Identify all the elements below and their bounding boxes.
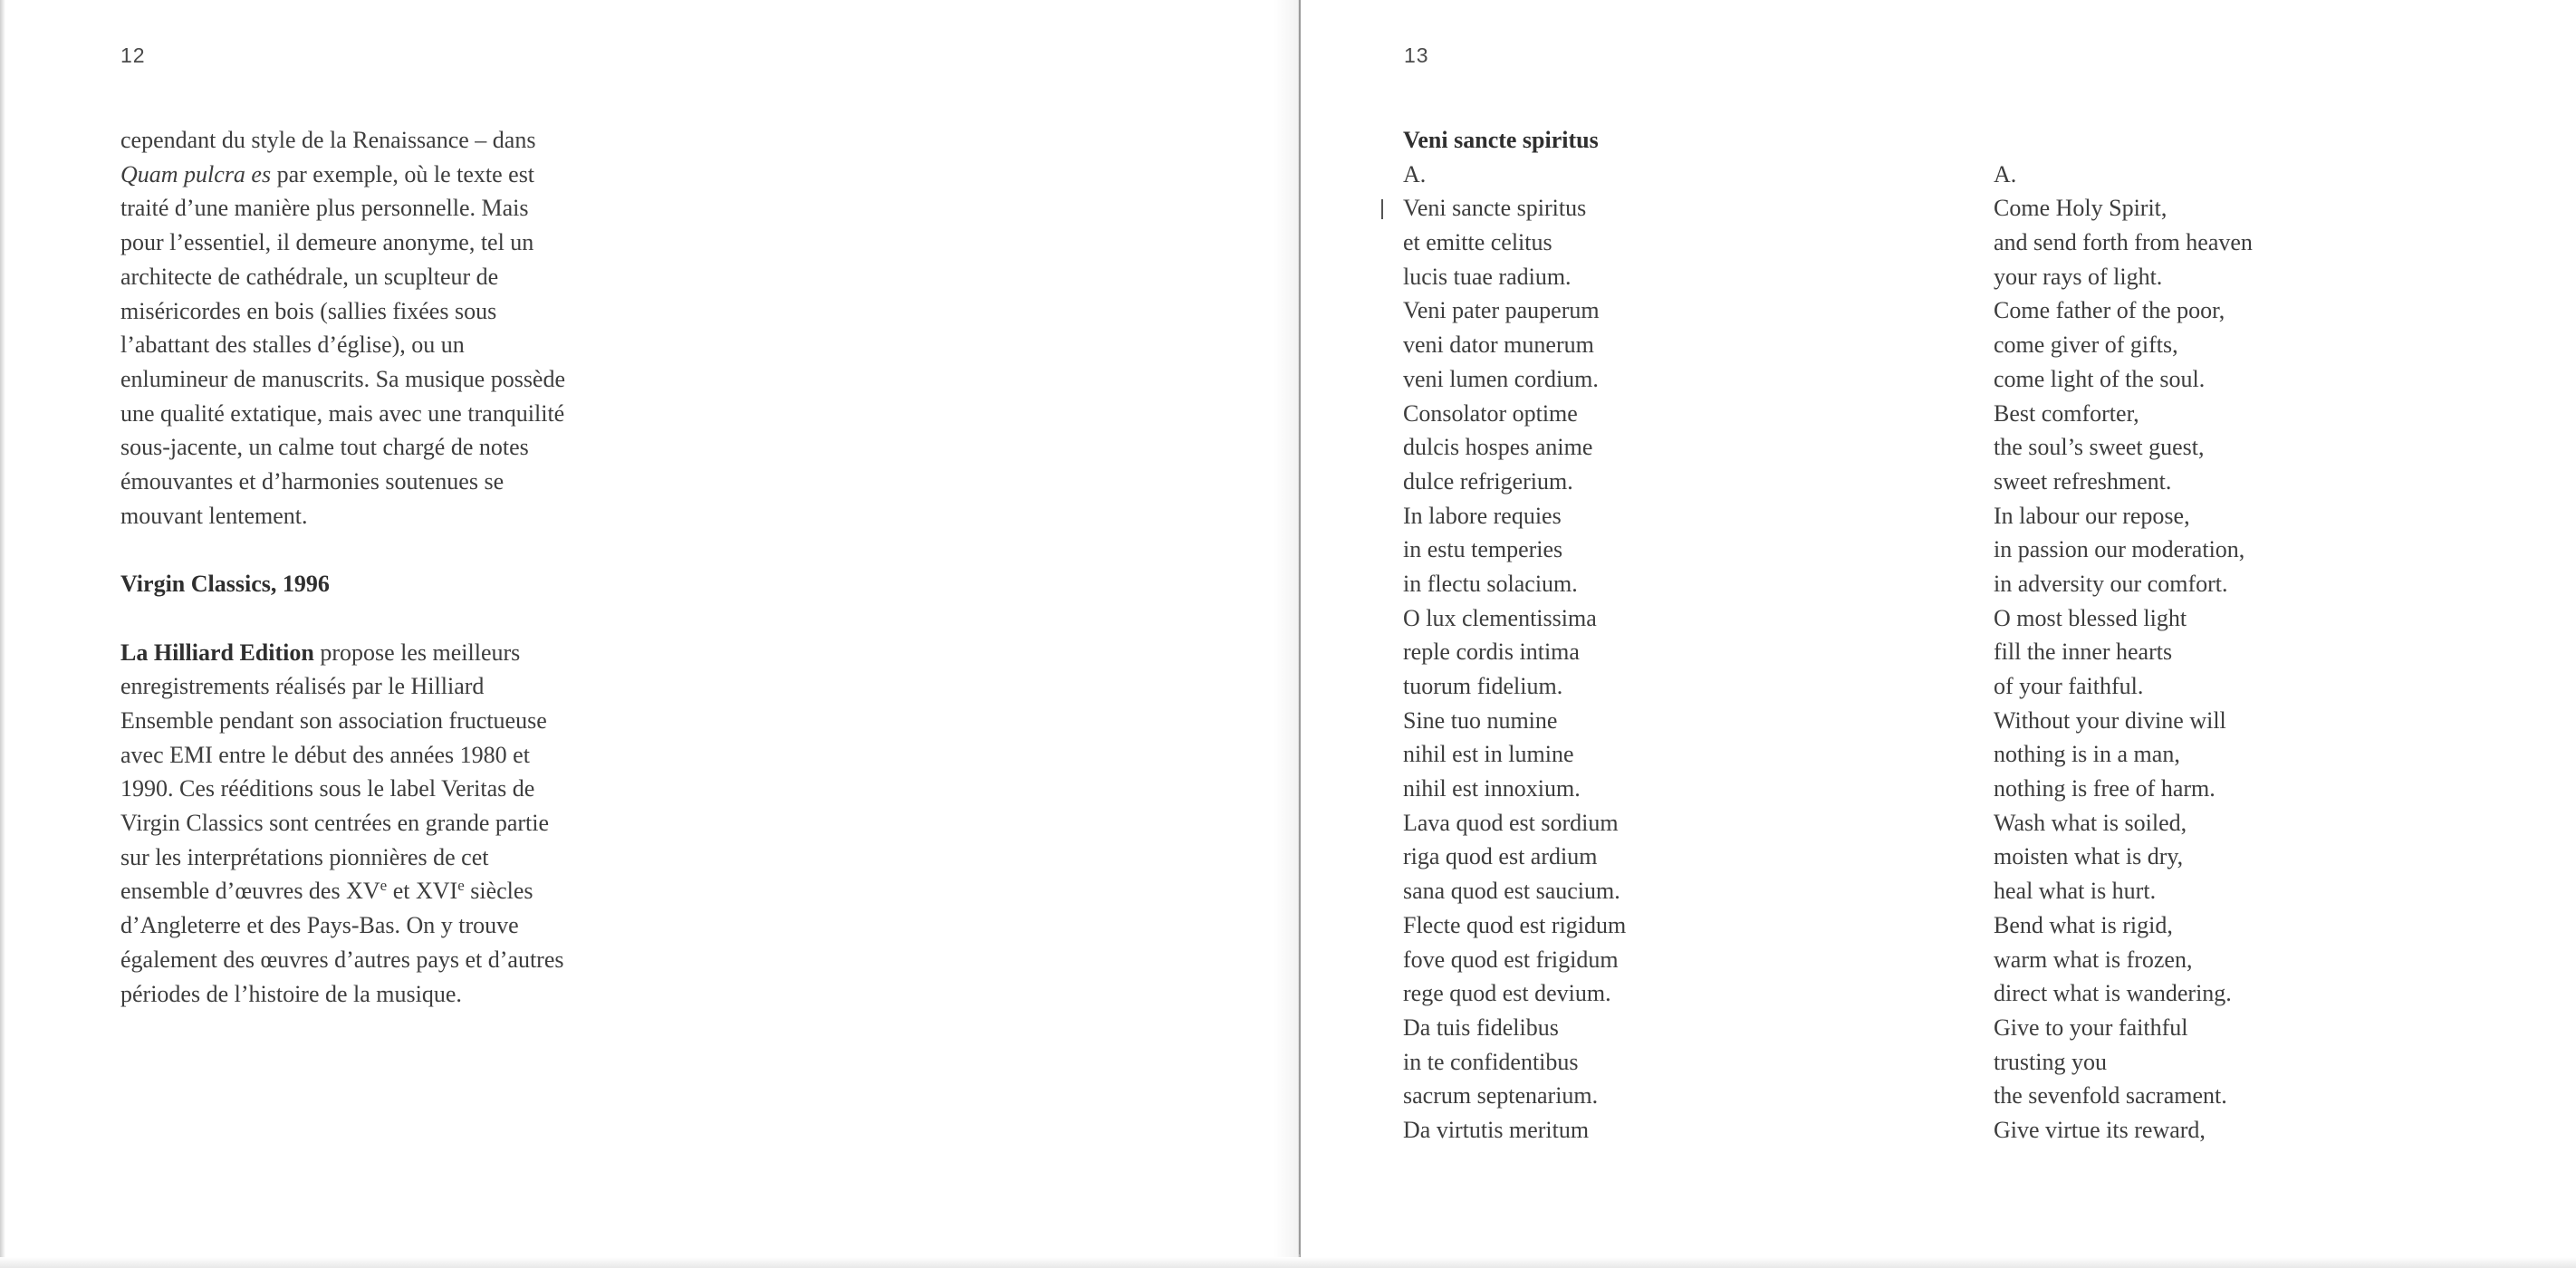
prose-line: pour l’essentiel, il demeure anonyme, tel un (120, 229, 534, 256)
english-verse-line: Wash what is soiled, (1994, 809, 2187, 836)
prose-line: sous-jacente, un calme tout chargé de notes (120, 434, 529, 461)
latin-verse-line: Da virtutis meritum (1403, 1116, 1590, 1143)
latin-verse-line: in te confidentibus (1403, 1048, 1579, 1075)
prose-line (120, 636, 628, 670)
english-verse-line: Without your divine will (1994, 706, 2226, 734)
english-verse-line: the soul’s sweet guest, (1994, 434, 2205, 461)
latin-verse-line: nihil est in lumine (1403, 741, 1574, 768)
latin-verse-line: et emitte celitus (1403, 229, 1552, 256)
prose-text: et XVI (387, 878, 458, 905)
english-verse-line: moisten what is dry, (1994, 843, 2184, 870)
verse-marker (1381, 199, 1383, 219)
section-heading (120, 567, 628, 601)
english-verse-line: your rays of light. (1994, 263, 2163, 290)
english-verse-line: heal what is hurt. (1994, 878, 2157, 905)
latin-verse-line: dulce refrigerium. (1403, 467, 1573, 495)
edition-name: La Hilliard Edition (120, 639, 314, 666)
english-verse-line: the sevenfold sacrament. (1994, 1082, 2227, 1110)
english-verse-line: sweet refreshment. (1994, 467, 2172, 495)
latin-verse-line: riga quod est ardium (1403, 843, 1598, 870)
english-verse-line: fill the inner hearts (1994, 639, 2173, 666)
english-verse-line: nothing is in a man, (1994, 741, 2180, 768)
english-translation-column (1994, 123, 2501, 1148)
latin-verse-line: veni lumen cordium. (1403, 365, 1599, 392)
page-number-right: 13 (1404, 43, 1429, 67)
latin-verse-line: sacrum septenarium. (1403, 1082, 1599, 1110)
left-page-text (120, 123, 628, 1011)
latin-verse-line: Veni pater pauperum (1403, 297, 1600, 324)
english-verse-line: trusting you (1994, 1048, 2107, 1075)
title-spacer (1994, 123, 2501, 158)
english-verse-line: Bend what is rigid, (1994, 911, 2173, 938)
latin-verse-line: dulcis hospes anime (1403, 434, 1593, 461)
scan-edge-shadow (0, 0, 5, 1268)
latin-verse-line: veni dator munerum (1403, 331, 1594, 359)
prose-text: siècles (464, 878, 533, 905)
english-verse-line: O most blessed light (1994, 604, 2187, 631)
latin-verse-line: reple cordis intima (1403, 639, 1580, 666)
work-title: Quam pulcra es (120, 160, 272, 187)
prose-text: ensemble d’œuvres des XV (120, 878, 380, 905)
prose-line: enregistrements réalisés par le Hilliard (120, 673, 485, 700)
prose-line: Virgin Classics sont centrées en grande partie (120, 810, 550, 837)
latin-verse-line: Sine tuo numine (1403, 706, 1558, 734)
english-verse-line: Give to your faithful (1994, 1013, 2188, 1041)
english-verse-line: and send forth from heaven (1994, 229, 2253, 256)
latin-verse-line: tuorum fidelium. (1403, 673, 1563, 699)
english-verse-line: nothing is free of harm. (1994, 775, 2216, 802)
prose-line: périodes de l’histoire de la musique. (120, 980, 462, 1007)
prose-line: l’abattant des stalles d’église), ou un (120, 331, 465, 359)
english-verse-line: Come Holy Spirit, (1994, 195, 2167, 222)
english-verse-line: direct what is wandering. (1994, 980, 2232, 1007)
prose-line: sur les interprétations pionnières de cet (120, 843, 489, 870)
latin-verse-line: Da tuis fidelibus (1403, 1013, 1559, 1041)
latin-verse-line: O lux clementissima (1403, 604, 1597, 631)
prose-line (120, 874, 628, 908)
prose-line (120, 158, 628, 192)
latin-verse-line: in estu temperies (1403, 536, 1563, 563)
scan-bottom-edge (0, 1257, 2576, 1268)
english-verse-line: come giver of gifts, (1994, 331, 2178, 359)
superscript: e (380, 877, 388, 895)
prose-line: enlumineur de manuscrits. Sa musique possède (120, 365, 566, 392)
paragraph-gap (120, 601, 628, 636)
latin-verse-line: nihil est innoxium. (1403, 775, 1581, 802)
english-verse-line: in passion our moderation, (1994, 536, 2245, 563)
superscript: e (457, 877, 465, 895)
latin-verse-line: Lava quod est sordium (1403, 809, 1619, 836)
prose-text: par exemple, où le texte est (271, 160, 535, 187)
latin-verse-line: in flectu solacium. (1403, 570, 1578, 597)
prose-line: 1990. Ces rééditions sous le label Veritas de (120, 775, 535, 802)
prose-line: cependant du style de la Renaissance – dans (120, 127, 536, 153)
prose-line: émouvantes et d’harmonies soutenues se (120, 468, 505, 495)
english-verse-line: come light of the soul. (1994, 365, 2206, 392)
latin-verse-line: sana quod est saucium. (1403, 878, 1620, 905)
prose-line: d’Angleterre et des Pays-Bas. On y trouve (120, 912, 519, 939)
label-heading: Virgin Classics, 1996 (120, 571, 330, 598)
prose-line: également des œuvres d’autres pays et d’autres (120, 946, 564, 973)
prose-line: traité d’une manière plus personnelle. Mais (120, 195, 529, 222)
latin-verse-line: Veni sancte spiritus (1403, 195, 1587, 222)
latin-verse-line: fove quod est frigidum (1403, 946, 1619, 973)
prose-text: propose les meilleurs (313, 639, 521, 666)
english-verse-line: A. (1994, 160, 2017, 187)
english-verse-line: in adversity our comfort. (1994, 570, 2228, 597)
prose-line: miséricordes en bois (sallies fixées sous (120, 297, 497, 324)
english-verse-line: Give virtue its reward, (1994, 1116, 2206, 1143)
english-verse-line: of your faithful. (1994, 673, 2144, 699)
latin-verse-line: Consolator optime (1403, 399, 1578, 427)
english-verse-line: warm what is frozen, (1994, 946, 2193, 973)
prose-line: Ensemble pendant son association fructueuse (120, 706, 547, 734)
english-verse-line: In labour our repose, (1994, 502, 2190, 529)
latin-verse-line: In labore requies (1403, 502, 1562, 529)
latin-text-column (1403, 123, 1910, 1148)
hymn-title: Veni sancte spiritus (1403, 127, 1599, 153)
english-verse-line: Best comforter, (1994, 399, 2139, 427)
latin-verse-line: rege quod est devium. (1403, 980, 1611, 1007)
prose-line: une qualité extatique, mais avec une tranquilité (120, 399, 565, 427)
prose-line: avec EMI entre le début des années 1980 et (120, 741, 530, 768)
latin-verse-line: lucis tuae radium. (1403, 263, 1572, 290)
paragraph-gap (120, 533, 628, 567)
page-number-left: 12 (120, 43, 146, 67)
prose-line: mouvant lentement. (120, 502, 308, 529)
latin-verse-line: Flecte quod est rigidum (1403, 911, 1627, 938)
prose-line: architecte de cathédrale, un scuplteur de (120, 263, 499, 290)
english-verse-line: Come father of the poor, (1994, 297, 2225, 324)
latin-verse-line: A. (1403, 160, 1427, 187)
